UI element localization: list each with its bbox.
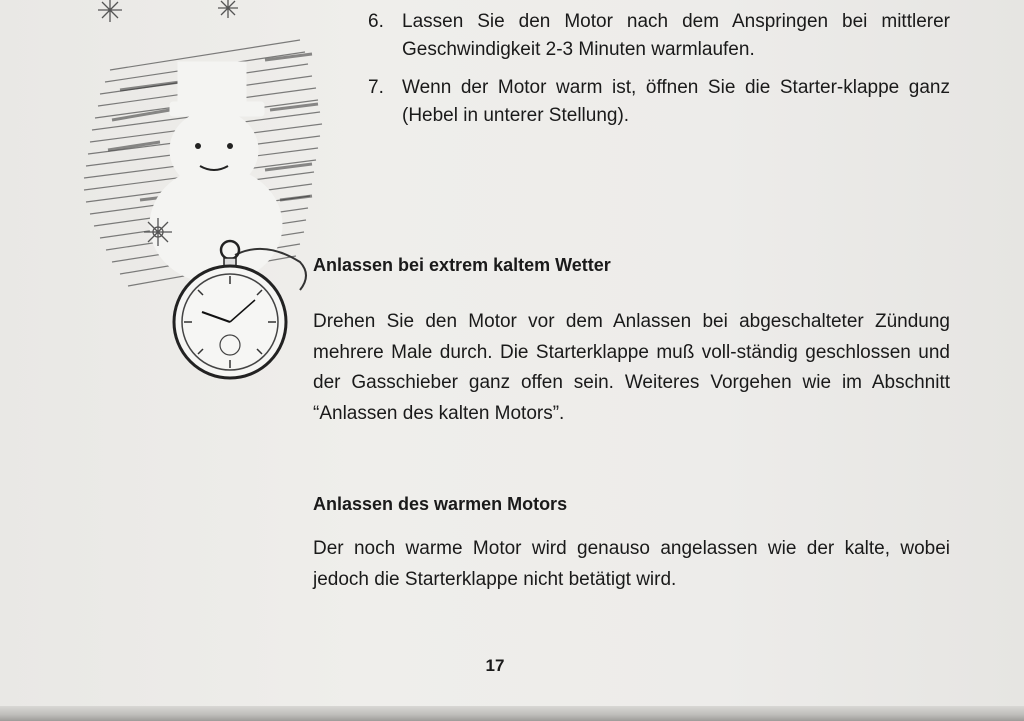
section-body-extreme-cold: Drehen Sie den Motor vor dem Anlassen bei abgeschalteter Zündung mehrere Male durch. Die Starterklappe muß voll-ständig geschlossen und der Gasschieber ganz offen sein. Weiteres Vorgehen wie im Abschnitt “Anlassen des kalten Motors”. — [313, 311, 950, 424]
section-heading-warm-motor: Anlassen des warmen Motors — [313, 494, 568, 514]
snowman-stopwatch-illustration — [50, 0, 340, 390]
section-heading-extreme-cold: Anlassen bei extrem kaltem Wetter — [313, 255, 611, 275]
section-body-warm-motor: Der noch warme Motor wird genauso angelassen wie der kalte, wobei jedoch die Starterklappe nicht betätigt wird. — [313, 538, 950, 590]
page-number: 17 — [485, 656, 505, 675]
step-number: 7. — [368, 77, 384, 98]
warmup-steps-list — [368, 8, 950, 140]
step-item — [368, 74, 950, 130]
step-item — [368, 8, 950, 64]
page-bottom-edge — [0, 706, 1024, 721]
step-text: Lassen Sie den Motor nach dem Anspringen bei mittlerer Geschwindigkeit 2-3 Minuten warmlaufen. — [402, 11, 950, 60]
step-number: 6. — [368, 11, 384, 32]
step-text: Wenn der Motor warm ist, öffnen Sie die Starter-klappe ganz (Hebel in unterer Stellung). — [402, 77, 950, 126]
